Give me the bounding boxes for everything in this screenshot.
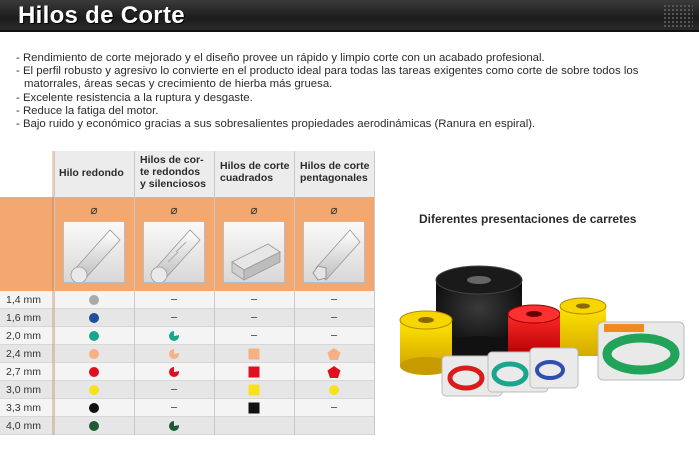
diameter-icon: ⌀ [90, 203, 98, 217]
feature-item: - Reduce la fatiga del motor. [16, 104, 159, 117]
table-cell [214, 363, 294, 381]
page-title: Hilos de Corte [18, 2, 185, 29]
table-row [0, 417, 374, 435]
table-cell [134, 399, 214, 417]
square-color-marker [249, 403, 260, 414]
feature-item: - Bajo ruido y económico gracias a sus sobresalientes propiedades aerodinámicas (Ranura en espiral). [16, 118, 536, 131]
pent-color-marker [328, 348, 341, 360]
diameter-label: 1,6 mm [6, 312, 42, 324]
diameter-icon: ⌀ [250, 203, 258, 217]
table-row [0, 291, 374, 309]
header-pattern [663, 4, 693, 28]
table-cell [214, 345, 294, 363]
not-available-mark: – [250, 311, 258, 324]
table-row [0, 345, 374, 363]
diameter-label: 2,4 mm [6, 348, 42, 360]
not-available-mark: – [330, 293, 338, 306]
not-available-mark: – [330, 401, 338, 414]
notch-color-marker [169, 421, 179, 431]
table-cell [54, 345, 134, 363]
feature-item: - El perfil robusto y agresivo lo convierte en el producto ideal para todas las tareas exigentes como corte de sobre todos los matorrales, áreas secas y crecimiento de hierba más gruesa. [16, 65, 639, 91]
table-cell [294, 381, 374, 399]
circle-color-marker [89, 367, 99, 377]
diameter-label: 1,4 mm [6, 294, 42, 306]
table-cell [294, 327, 374, 345]
table-row [0, 309, 374, 327]
column-header-round: Hilo redondo [59, 167, 124, 179]
not-available-mark: – [250, 329, 258, 342]
table-cell [134, 381, 214, 399]
table-cell [134, 309, 214, 327]
diameter-icon: ⌀ [330, 203, 338, 217]
reels-caption: Diferentes presentaciones de carretes [419, 212, 637, 226]
table-row [0, 399, 374, 417]
round-silent-line-image [143, 221, 205, 283]
not-available-mark: – [330, 311, 338, 324]
diameter-label: 2,7 mm [6, 366, 42, 378]
table-cell [54, 291, 134, 309]
table-cell [134, 291, 214, 309]
table-cell [294, 309, 374, 327]
header-bar [0, 0, 699, 32]
table-cell [214, 309, 294, 327]
table-cell [294, 291, 374, 309]
table-cell [294, 417, 374, 435]
table-cell [134, 417, 214, 435]
table-cell [294, 363, 374, 381]
circle-color-marker [89, 349, 99, 359]
line-types-table [0, 151, 374, 435]
not-available-mark: – [250, 293, 258, 306]
table-cell [294, 399, 374, 417]
pent-color-marker [328, 366, 341, 378]
table-cell [134, 363, 214, 381]
circle-color-marker [329, 385, 339, 395]
feature-list [16, 52, 691, 131]
table-row [0, 381, 374, 399]
feature-item: - Rendimiento de corte mejorado y el diseño provee un rápido y limpio corte con un acabado profesional. [16, 52, 545, 64]
table-cell [134, 345, 214, 363]
diameter-label: 2,0 mm [6, 330, 42, 342]
feature-item: - Excelente resistencia a la ruptura y desgaste. [16, 91, 253, 104]
table-row [0, 327, 374, 345]
table-cell [294, 345, 374, 363]
table-cell [134, 327, 214, 345]
table-cell [214, 417, 294, 435]
column-header-round-silent: Hilos de cor- te redondos y silenciosos [134, 151, 214, 197]
circle-color-marker [89, 295, 99, 305]
table-cell [54, 309, 134, 327]
circle-color-marker [89, 421, 99, 431]
table-cell [214, 327, 294, 345]
reels-photo [392, 262, 694, 412]
round-line-image [63, 221, 125, 283]
diameter-label: 4,0 mm [6, 420, 42, 432]
diameter-label: 3,0 mm [6, 384, 42, 396]
square-color-marker [249, 367, 260, 378]
diameter-icon: ⌀ [170, 203, 178, 217]
circle-color-marker [89, 331, 99, 341]
table-body [0, 291, 374, 435]
column-header-square: Hilos de corte cuadrados [214, 151, 294, 197]
table-cell [54, 399, 134, 417]
table-cell [54, 417, 134, 435]
not-available-mark: – [330, 329, 338, 342]
circle-color-marker [89, 385, 99, 395]
square-color-marker [249, 349, 260, 360]
table-cell [214, 291, 294, 309]
not-available-mark: – [170, 383, 178, 396]
table-cell [54, 363, 134, 381]
not-available-mark: – [170, 311, 178, 324]
table-cell [54, 381, 134, 399]
circle-color-marker [89, 403, 99, 413]
table-cell [214, 381, 294, 399]
not-available-mark: – [170, 293, 178, 306]
diameter-label: 3,3 mm [6, 402, 42, 414]
table-row [0, 363, 374, 381]
notch-color-marker [169, 367, 179, 377]
notch-color-marker [169, 349, 179, 359]
square-line-image [223, 221, 285, 283]
column-header-pentagonal: Hilos de corte pentagonales [294, 151, 374, 197]
square-color-marker [249, 385, 260, 396]
pentagonal-line-image [303, 221, 365, 283]
notch-color-marker [169, 331, 179, 341]
not-available-mark: – [170, 401, 178, 414]
circle-color-marker [89, 313, 99, 323]
table-cell [214, 399, 294, 417]
table-cell [54, 327, 134, 345]
profile-band [0, 197, 374, 291]
